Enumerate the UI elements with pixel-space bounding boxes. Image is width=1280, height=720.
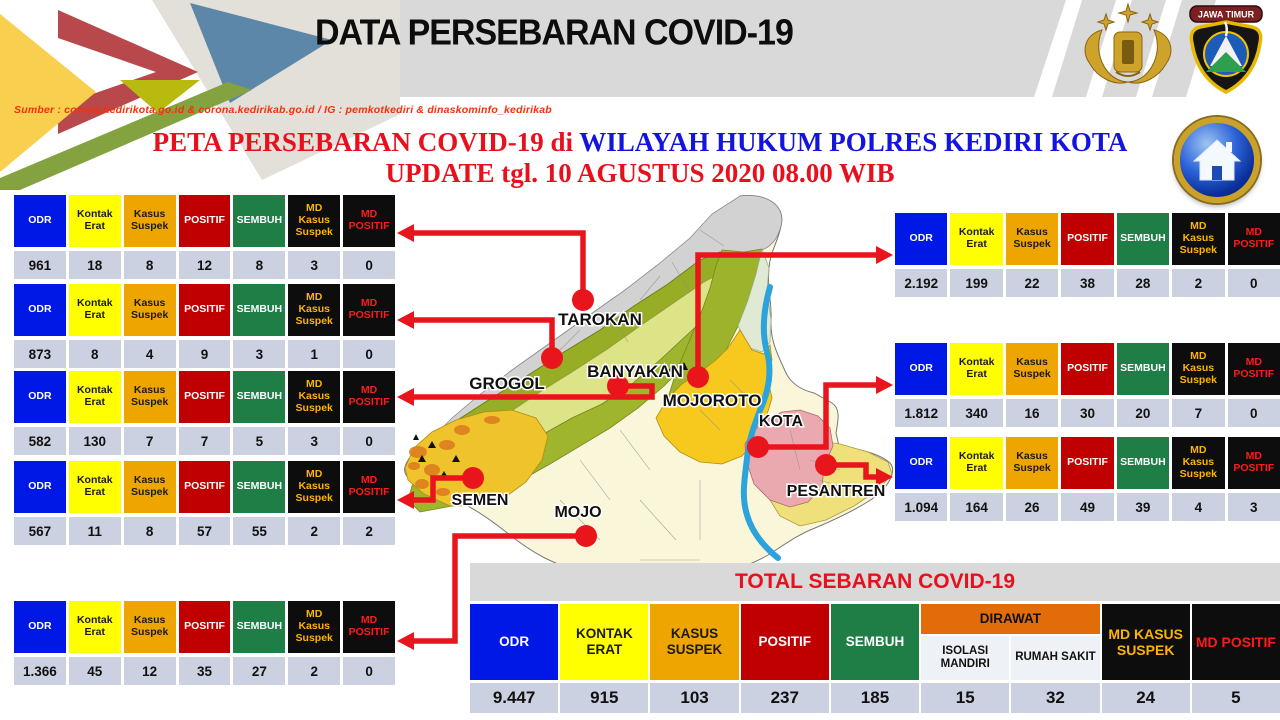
column-header-0: ODR	[14, 195, 66, 247]
value-cell: 8	[124, 251, 176, 279]
column-header-1: Kontak Erat	[69, 284, 121, 336]
value-cell: 1.094	[895, 493, 947, 521]
region-table-values	[14, 427, 395, 455]
column-header-0: ODR	[14, 284, 66, 336]
column-header-0: ODR	[14, 371, 66, 423]
total-table-header	[470, 604, 1280, 680]
column-header-2: Kasus Suspek	[124, 601, 176, 653]
value-cell: 35	[179, 657, 231, 685]
value-cell: 3	[288, 427, 340, 455]
value-cell: 1	[288, 340, 340, 368]
column-header-2: Kasus Suspek	[1006, 437, 1058, 489]
column-header-1: Kontak Erat	[69, 601, 121, 653]
column-header-3: POSITIF	[179, 284, 231, 336]
region-table-values	[14, 251, 395, 279]
column-header-2: Kasus Suspek	[1006, 343, 1058, 395]
column-header-3: POSITIF	[1061, 343, 1113, 395]
total-col-md-positif: MD POSITIF	[1192, 604, 1280, 680]
value-cell: 199	[950, 269, 1002, 297]
jawa-timur-label: JAWA TIMUR	[1197, 9, 1255, 20]
region-table-pesantren	[895, 437, 1280, 521]
total-col-positif: POSITIF	[741, 604, 829, 680]
column-header-4: SEMBUH	[233, 371, 285, 423]
region-table-grogol	[14, 284, 395, 368]
map-title-blue: WILAYAH HUKUM POLRES KEDIRI KOTA	[579, 127, 1128, 157]
region-table-header	[14, 601, 395, 653]
column-header-1: Kontak Erat	[69, 461, 121, 513]
column-header-5: MD Kasus Suspek	[288, 284, 340, 336]
value-cell: 1.366	[14, 657, 66, 685]
value-cell: 3	[288, 251, 340, 279]
total-table-title: TOTAL SEBARAN COVID-19	[470, 563, 1280, 601]
column-header-3: POSITIF	[179, 371, 231, 423]
column-header-1: Kontak Erat	[950, 343, 1002, 395]
value-cell: 3	[1228, 493, 1280, 521]
region-table-values	[895, 269, 1280, 297]
value-cell: 0	[343, 251, 395, 279]
column-header-5: MD Kasus Suspek	[1172, 343, 1224, 395]
column-header-1: Kontak Erat	[950, 213, 1002, 265]
region-dot-mojo	[575, 525, 597, 547]
value-cell: 2	[288, 517, 340, 545]
total-table-values	[470, 683, 1280, 713]
value-cell: 5	[233, 427, 285, 455]
total-value-md-kasus-suspek: 24	[1102, 683, 1190, 713]
value-cell: 3	[233, 340, 285, 368]
region-table-header	[14, 284, 395, 336]
column-header-4: SEMBUH	[233, 601, 285, 653]
region-dot-mojoroto	[687, 366, 709, 388]
column-header-4: SEMBUH	[233, 195, 285, 247]
column-header-2: Kasus Suspek	[1006, 213, 1058, 265]
region-dot-grogol	[541, 347, 563, 369]
total-value-odr: 9.447	[470, 683, 558, 713]
total-table	[470, 563, 1280, 713]
total-value-positif: 237	[741, 683, 829, 713]
map-label-semen: SEMEN	[451, 492, 509, 509]
value-cell: 11	[69, 517, 121, 545]
total-col-kontak-erat: KONTAK ERAT	[560, 604, 648, 680]
total-value-sembuh: 185	[831, 683, 919, 713]
column-header-6: MD POSITIF	[343, 284, 395, 336]
source-line: Sumber : corona.kedirikota.go.id & corona.kedirikab.go.id / IG : pemkotkediri & dinaskominfo_kedirikab	[14, 104, 552, 116]
value-cell: 55	[233, 517, 285, 545]
value-cell: 7	[179, 427, 231, 455]
column-header-2: Kasus Suspek	[124, 461, 176, 513]
total-col-sembuh: SEMBUH	[831, 604, 919, 680]
value-cell: 16	[1006, 399, 1058, 427]
column-header-6: MD POSITIF	[1228, 343, 1280, 395]
total-value-isolasi-mandiri: 15	[921, 683, 1009, 713]
region-dot-pesantren	[815, 454, 837, 476]
column-header-0: ODR	[14, 461, 66, 513]
value-cell: 873	[14, 340, 66, 368]
region-table-header	[14, 461, 395, 513]
region-table-header	[895, 213, 1280, 265]
value-cell: 0	[343, 657, 395, 685]
map-label-kota: KOTA	[758, 413, 804, 430]
region-dot-kota	[747, 436, 769, 458]
map-label-banyakan: BANYAKAN	[587, 362, 683, 381]
value-cell: 30	[1061, 399, 1113, 427]
page-title: DATA PERSEBARAN COVID-19	[315, 13, 793, 53]
home-button[interactable]	[1174, 117, 1260, 203]
total-value-md-positif: 5	[1192, 683, 1280, 713]
value-cell: 7	[1172, 399, 1224, 427]
value-cell: 1.812	[895, 399, 947, 427]
value-cell: 0	[1228, 269, 1280, 297]
column-header-3: POSITIF	[1061, 437, 1113, 489]
column-header-2: Kasus Suspek	[124, 195, 176, 247]
column-header-3: POSITIF	[179, 461, 231, 513]
value-cell: 7	[124, 427, 176, 455]
total-col-md-kasus-suspek: MD KASUS SUSPEK	[1102, 604, 1190, 680]
polri-emblem-icon	[1072, 2, 1184, 102]
column-header-6: MD POSITIF	[1228, 213, 1280, 265]
value-cell: 130	[69, 427, 121, 455]
value-cell: 26	[1006, 493, 1058, 521]
column-header-5: MD Kasus Suspek	[288, 601, 340, 653]
value-cell: 961	[14, 251, 66, 279]
region-table-values	[14, 517, 395, 545]
map-label-grogol: GROGOL	[469, 374, 545, 393]
region-table-values	[895, 493, 1280, 521]
map-title-red: PETA PERSEBARAN COVID-19 di	[152, 127, 580, 157]
region-table-mojoroto	[895, 213, 1280, 297]
value-cell: 340	[950, 399, 1002, 427]
map-title-line2: UPDATE tgl. 10 AGUSTUS 2020 08.00 WIB	[385, 158, 895, 188]
column-header-6: MD POSITIF	[343, 461, 395, 513]
column-header-2: Kasus Suspek	[124, 284, 176, 336]
region-table-values	[895, 399, 1280, 427]
region-table-header	[14, 371, 395, 423]
total-col-kasus-suspek: KASUS SUSPEK	[650, 604, 738, 680]
column-header-1: Kontak Erat	[950, 437, 1002, 489]
value-cell: 8	[69, 340, 121, 368]
value-cell: 22	[1006, 269, 1058, 297]
column-header-0: ODR	[895, 343, 947, 395]
column-header-0: ODR	[14, 601, 66, 653]
column-header-6: MD POSITIF	[343, 371, 395, 423]
value-cell: 0	[1228, 399, 1280, 427]
value-cell: 20	[1117, 399, 1169, 427]
region-table-header	[895, 343, 1280, 395]
total-value-rumah-sakit: 32	[1011, 683, 1099, 713]
column-header-4: SEMBUH	[233, 461, 285, 513]
region-table-kota	[895, 343, 1280, 427]
region-table-header	[14, 195, 395, 247]
value-cell: 8	[124, 517, 176, 545]
column-header-6: MD POSITIF	[1228, 437, 1280, 489]
column-header-5: MD Kasus Suspek	[288, 371, 340, 423]
column-header-3: POSITIF	[179, 195, 231, 247]
value-cell: 18	[69, 251, 121, 279]
region-table-tarokan	[14, 195, 395, 279]
total-subcol-rumah-sakit: RUMAH SAKIT	[1011, 636, 1099, 680]
column-header-0: ODR	[895, 437, 947, 489]
value-cell: 2.192	[895, 269, 947, 297]
region-dot-semen	[462, 467, 484, 489]
value-cell: 2	[1172, 269, 1224, 297]
column-header-4: SEMBUH	[1117, 437, 1169, 489]
column-header-4: SEMBUH	[1117, 343, 1169, 395]
value-cell: 0	[343, 427, 395, 455]
column-header-5: MD Kasus Suspek	[1172, 213, 1224, 265]
column-header-4: SEMBUH	[233, 284, 285, 336]
column-header-0: ODR	[895, 213, 947, 265]
value-cell: 4	[124, 340, 176, 368]
column-header-3: POSITIF	[179, 601, 231, 653]
map-title-line1	[0, 127, 1280, 158]
region-table-banyakan	[14, 371, 395, 455]
column-header-5: MD Kasus Suspek	[288, 461, 340, 513]
column-header-5: MD Kasus Suspek	[288, 195, 340, 247]
map-label-mojoroto: MOJOROTO	[662, 391, 762, 410]
value-cell: 45	[69, 657, 121, 685]
total-col-odr: ODR	[470, 604, 558, 680]
column-header-4: SEMBUH	[1117, 213, 1169, 265]
region-table-values	[14, 340, 395, 368]
value-cell: 38	[1061, 269, 1113, 297]
value-cell: 12	[124, 657, 176, 685]
value-cell: 12	[179, 251, 231, 279]
region-table-values	[14, 657, 395, 685]
map-label-tarokan: TAROKAN	[558, 310, 642, 329]
region-table-header	[895, 437, 1280, 489]
region-table-mojo	[14, 601, 395, 685]
map-label-pesantren: PESANTREN	[786, 483, 886, 500]
column-header-6: MD POSITIF	[343, 601, 395, 653]
value-cell: 582	[14, 427, 66, 455]
column-header-5: MD Kasus Suspek	[1172, 437, 1224, 489]
value-cell: 57	[179, 517, 231, 545]
total-value-kontak-erat: 915	[560, 683, 648, 713]
value-cell: 2	[343, 517, 395, 545]
value-cell: 39	[1117, 493, 1169, 521]
column-header-6: MD POSITIF	[343, 195, 395, 247]
total-col-dirawat: DIRAWAT	[921, 604, 1099, 634]
value-cell: 0	[343, 340, 395, 368]
value-cell: 9	[179, 340, 231, 368]
total-subcol-isolasi-mandiri: ISOLASI MANDIRI	[921, 636, 1009, 680]
value-cell: 49	[1061, 493, 1113, 521]
jawa-timur-badge-icon	[1188, 4, 1264, 100]
value-cell: 2	[288, 657, 340, 685]
column-header-2: Kasus Suspek	[124, 371, 176, 423]
home-icon	[1190, 134, 1244, 186]
value-cell: 4	[1172, 493, 1224, 521]
value-cell: 567	[14, 517, 66, 545]
value-cell: 27	[233, 657, 285, 685]
total-value-kasus-suspek: 103	[650, 683, 738, 713]
region-table-semen	[14, 461, 395, 545]
map-label-mojo: MOJO	[554, 504, 602, 521]
column-header-1: Kontak Erat	[69, 371, 121, 423]
region-dot-tarokan	[572, 289, 594, 311]
value-cell: 28	[1117, 269, 1169, 297]
value-cell: 8	[233, 251, 285, 279]
column-header-1: Kontak Erat	[69, 195, 121, 247]
column-header-3: POSITIF	[1061, 213, 1113, 265]
value-cell: 164	[950, 493, 1002, 521]
